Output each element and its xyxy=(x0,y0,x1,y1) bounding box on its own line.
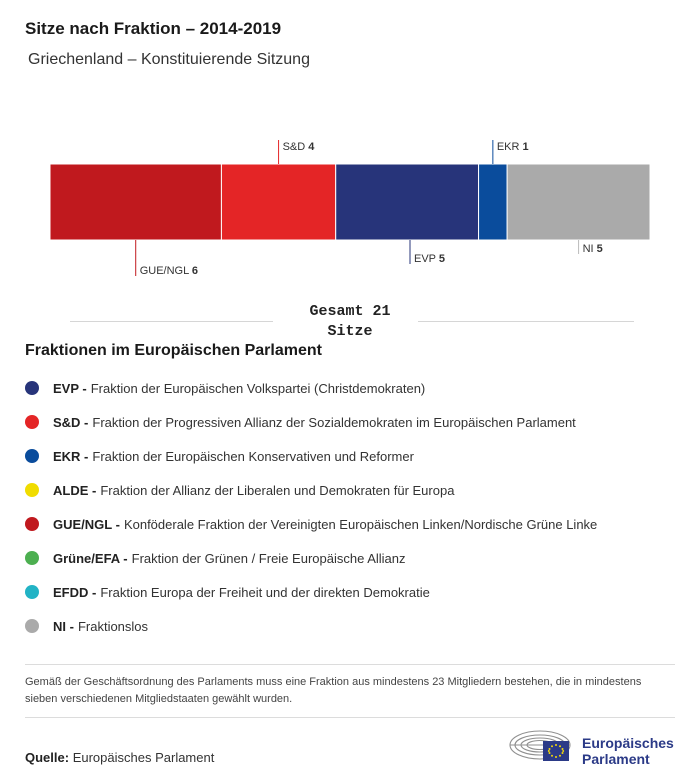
legend-text: Fraktion der Allianz der Liberalen und Demokraten für Europa xyxy=(100,482,455,498)
legend-abbr: GUE/NGL - xyxy=(53,516,120,532)
total-line-1: Gesamt 21 xyxy=(309,303,391,320)
legend-text: Fraktion der Progressiven Allianz der Sozialdemokraten im Europäischen Parlament xyxy=(92,414,576,430)
seat-bar-chart xyxy=(0,130,700,290)
logo-line-2: Parlament xyxy=(582,751,650,767)
legend-dot-icon xyxy=(25,483,39,497)
chart-subtitle: Griechenland – Konstituierende Sitzung xyxy=(28,51,310,68)
total-divider-right xyxy=(418,321,634,322)
bar-label xyxy=(140,265,198,277)
legend-item xyxy=(25,609,597,643)
total-seats xyxy=(0,300,700,344)
source-text: Europäisches Parlament xyxy=(72,750,215,765)
note-divider-top xyxy=(25,664,675,665)
bar-label-category: NI xyxy=(582,243,597,255)
legend-abbr: ALDE - xyxy=(53,482,97,498)
legend-text: Fraktion Europa der Freiheit und der direkten Demokratie xyxy=(100,584,430,600)
legend-text: Fraktion der Europäischen Konservativen und Reformer xyxy=(92,448,414,464)
legend-abbr: S&D - xyxy=(53,414,89,430)
logo-line-1: Europäisches xyxy=(582,735,674,751)
bar-label xyxy=(283,141,316,153)
bar-label-value: 6 xyxy=(191,265,199,277)
legend-item xyxy=(25,371,597,405)
legend-item xyxy=(25,405,597,439)
legend-text: Fraktion der Grünen / Freie Europäische Allianz xyxy=(131,550,406,566)
footnote: Gemäß der Geschäftsordnung des Parlaments muss eine Fraktion aus mindestens 23 Mitgliedern bestehen, die in mindestens sieben verschiedenen Mitgliedstaaten gewählt wurden. xyxy=(25,676,642,705)
bar-label-category: S&D xyxy=(282,141,309,153)
legend-abbr: EKR - xyxy=(53,448,89,464)
total-line-2: Sitze xyxy=(327,323,373,340)
legend-text: Fraktionslos xyxy=(77,618,149,634)
legend-item xyxy=(25,439,597,473)
bar-label-value: 5 xyxy=(438,253,445,265)
bar-segment xyxy=(221,164,335,240)
legend xyxy=(25,371,597,643)
legend-dot-icon xyxy=(25,585,39,599)
bar-segment xyxy=(336,164,479,240)
chart-title: Sitze nach Fraktion – 2014-2019 xyxy=(25,19,282,38)
bar-label xyxy=(414,253,445,265)
bar-segment xyxy=(50,164,221,240)
legend-dot-icon xyxy=(25,551,39,565)
legend-text: Fraktion der Europäischen Volkspartei (Christdemokraten) xyxy=(90,380,426,396)
legend-abbr: NI - xyxy=(53,618,74,634)
legend-dot-icon xyxy=(25,415,39,429)
bar-label-value: 1 xyxy=(522,141,529,153)
legend-item xyxy=(25,541,597,575)
bar-segment xyxy=(507,164,650,240)
legend-title: Fraktionen im Europäischen Parlament xyxy=(25,342,322,359)
bar-label xyxy=(497,141,529,153)
bar-label xyxy=(583,243,603,255)
legend-dot-icon xyxy=(25,619,39,633)
bar-segment xyxy=(479,164,508,240)
bar-label-value: 5 xyxy=(596,243,603,255)
bar-label-category: EVP xyxy=(414,253,439,265)
legend-dot-icon xyxy=(25,381,39,395)
legend-item xyxy=(25,473,597,507)
total-label xyxy=(275,302,425,342)
note-divider-bottom xyxy=(25,717,675,718)
bar-label-category: EKR xyxy=(496,141,523,153)
bar-label-value: 4 xyxy=(308,141,315,153)
bar-label-category: GUE/NGL xyxy=(139,265,192,277)
source-label: Quelle: xyxy=(25,750,70,765)
legend-dot-icon xyxy=(25,449,39,463)
total-divider-left xyxy=(70,321,273,322)
source xyxy=(25,750,214,765)
legend-abbr: EFDD - xyxy=(53,584,97,600)
legend-abbr: Grüne/EFA - xyxy=(53,550,128,566)
logo-text xyxy=(582,735,674,767)
legend-item xyxy=(25,575,597,609)
legend-item xyxy=(25,507,597,541)
legend-dot-icon xyxy=(25,517,39,531)
legend-text: Konföderale Fraktion der Vereinigten Europäischen Linken/Nordische Grüne Linke xyxy=(123,516,598,532)
legend-abbr: EVP - xyxy=(53,380,87,396)
